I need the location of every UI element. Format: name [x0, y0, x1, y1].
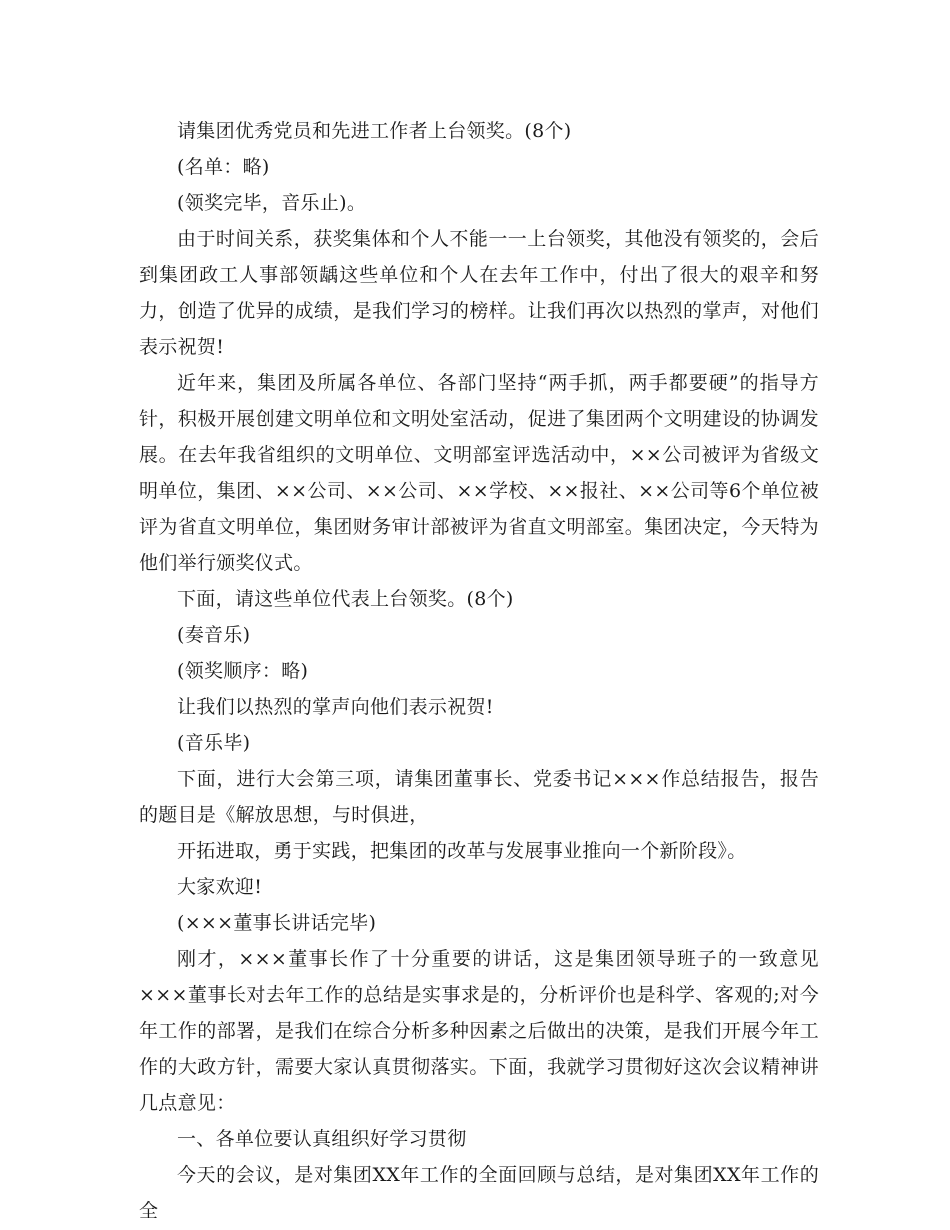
- paragraph-section-heading-1: 一、各单位要认真组织好学习贯彻: [177, 1128, 467, 1150]
- paragraph-unit-representatives: 下面，请这些单位代表上台领奖。(8个): [177, 588, 514, 610]
- paragraph-award-finished: (领奖完毕，音乐止)。: [177, 192, 367, 214]
- paragraph-welcome: 大家欢迎!: [177, 876, 263, 898]
- paragraph-time-constraint: 由于时间关系，获奖集体和个人不能一一上台领奖，其他没有领奖的，会后到集团政工人事部领龋这些单位和个人在去年工作中，付出了很大的艰辛和努力，创造了优异的成绩，是我们学习的榜样。让我们再次以热烈的掌声，对他们表示祝贺!: [139, 228, 819, 358]
- paragraph-speech-finished: (×××董事长讲话完毕): [177, 912, 377, 934]
- paragraph-speech-summary: 刚才，×××董事长作了十分重要的讲话，这是集团领导班子的一致意见×××董事长对去年工作的总结是实事求是的，分析评价也是科学、客观的;对今年工作的部署，是我们在综合分析多种因素之后做出的决策，是我们开展今年工作的大政方针，需要大家认真贯彻落实。下面，我就学习贯彻好这次会议精神讲几点意见：: [139, 948, 819, 1114]
- paragraph-report-title-cont: 开拓进取，勇于实践，把集团的改革与发展事业推向一个新阶段》。: [177, 840, 747, 862]
- paragraph-third-item: 下面，进行大会第三项，请集团董事长、党委书记×××作总结报告，报告的题目是《解放思想，与时俱进，: [139, 768, 819, 826]
- document-body: [139, 113, 819, 1229]
- paragraph-music-end: (音乐毕): [177, 732, 251, 754]
- paragraph-civilization-units: 近年来，集团及所属各单位、各部门坚持“两手抓，两手都要硬”的指导方针，积极开展创建文明单位和文明处室活动，促进了集团两个文明建设的协调发展。在去年我省组织的文明单位、文明部室评选活动中，××公司被评为省级文明单位，集团、××公司、××公司、××学校、××报社、××公司等6个单位被评为省直文明单位，集团财务审计部被评为省直文明部室。集团决定，今天特为他们举行颁奖仪式。: [139, 372, 819, 574]
- paragraph-name-list: (名单：略): [177, 156, 270, 178]
- paragraph-applause: 让我们以热烈的掌声向他们表示祝贺!: [177, 696, 494, 718]
- paragraph-award-members: 请集团优秀党员和先进工作者上台领奖。(8个): [177, 120, 572, 142]
- paragraph-meeting-review: 今天的会议，是对集团XX年工作的全面回顾与总结，是对集团XX年工作的全: [139, 1164, 819, 1222]
- paragraph-award-order: (领奖顺序：略): [177, 660, 309, 682]
- paragraph-play-music: (奏音乐): [177, 624, 251, 646]
